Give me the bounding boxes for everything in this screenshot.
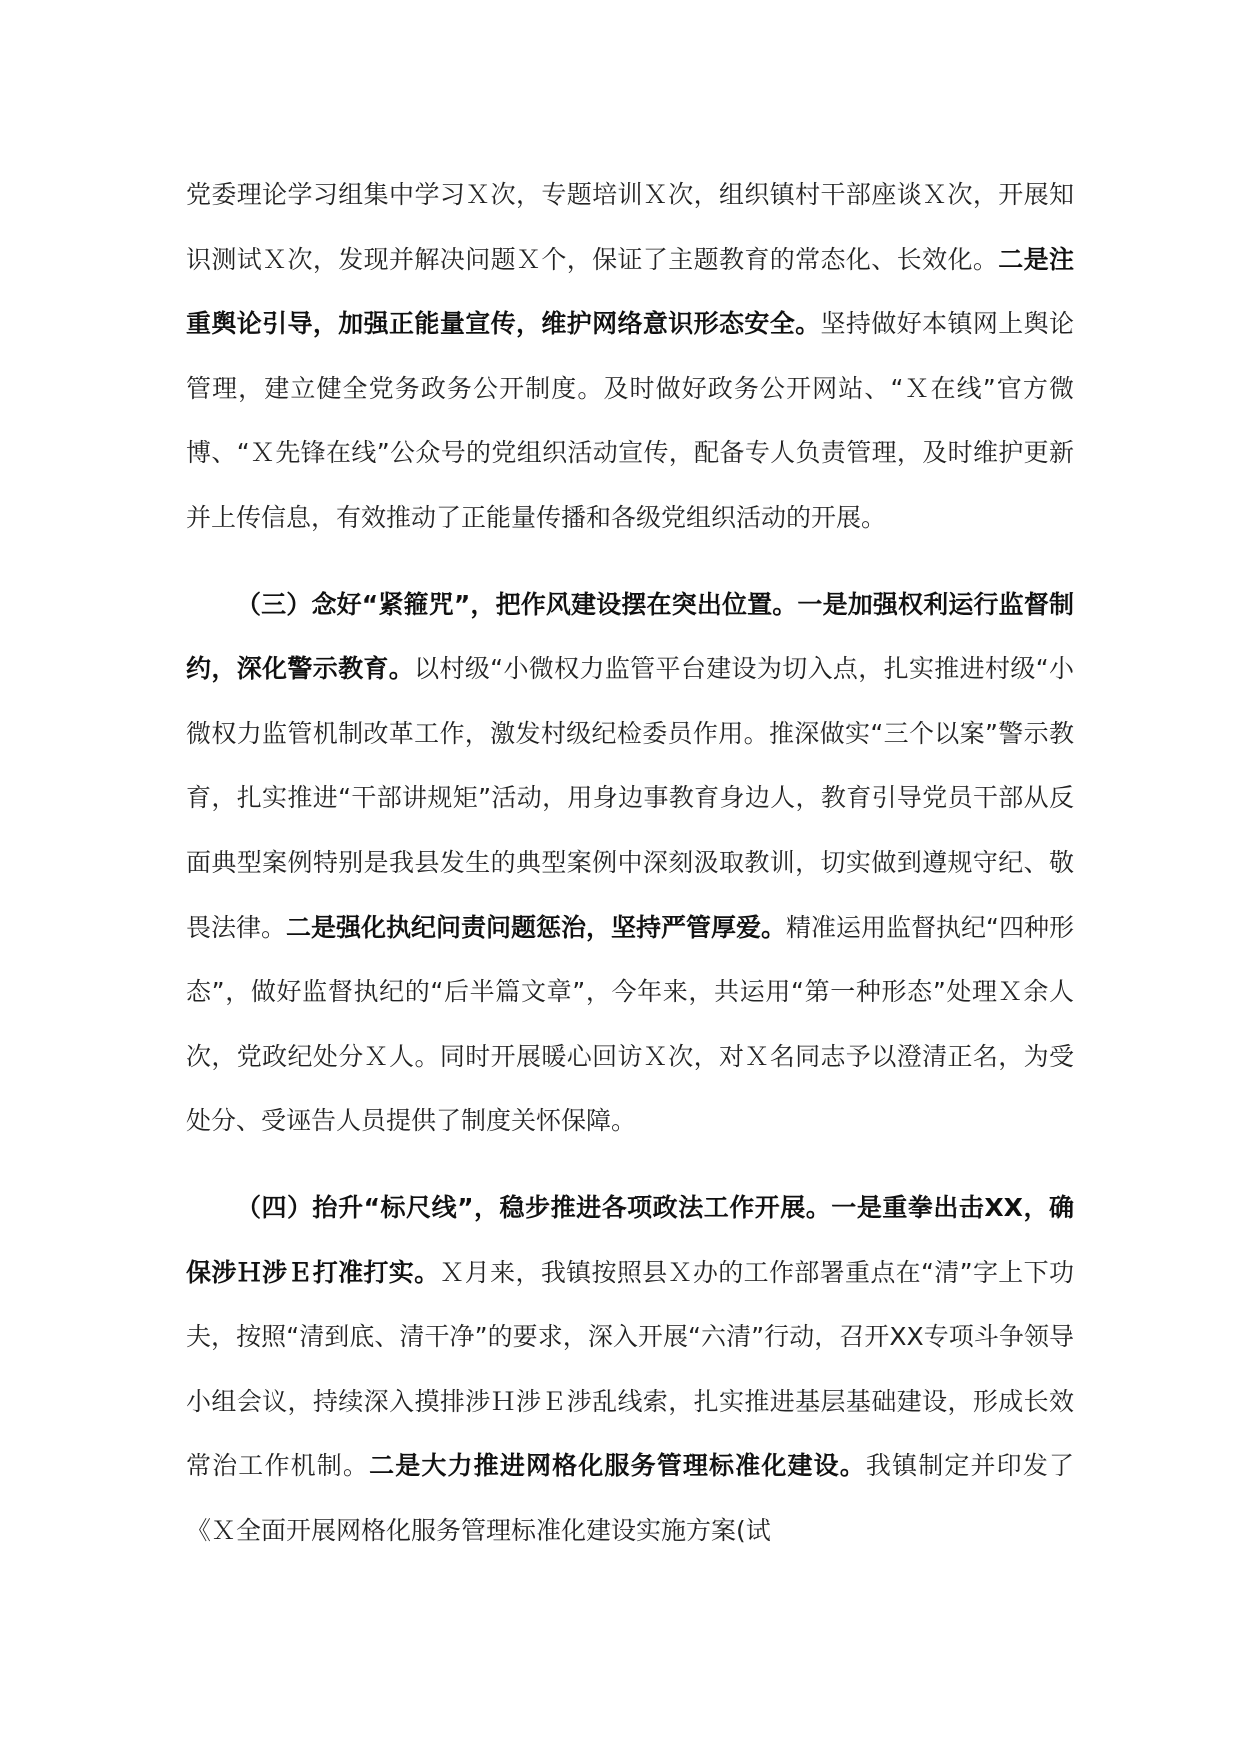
- subheading-public-opinion: 二是注重舆论引导，加强正能量宣传，维护网络意识形态安全。: [186, 244, 1074, 339]
- paragraph-text: 以村级“小微权力监管平台建设为切入点，扎实推进村级“小微权力监管机制改革工作，激发村级纪检委员作用。推深做实“三个以案”警示教育，扎实推进“干部讲规矩”活动，用身边事教育身边人，教育引导党员干部从反面典型案例特别是我县发生的典型案例中深刻汲取教训，切实做到遵规守纪、敬畏法律。: [186, 654, 1074, 942]
- paragraph-theme-education: [186, 163, 1074, 551]
- paragraph-section-4: [186, 1176, 1074, 1564]
- section-heading-4: （四）抬升“标尺线”，稳步推进各项政法工作开展。一是重拳出击XX，确保涉Ｈ涉Ｅ打准打实。: [186, 1192, 1074, 1287]
- document-body: [186, 163, 1074, 1563]
- paragraph-text: Ｘ月来，我镇按照县Ｘ办的工作部署重点在“清”字上下功夫，按照“清到底、清干净”的要求，深入开展“六清”行动，召开XX专项斗争领导小组会议，持续深入摸排涉Ｈ涉Ｅ涉乱线索，扎实推进基层基础建设，形成长效常治工作机制。: [186, 1257, 1074, 1481]
- section-heading-3: （三）念好“紧箍咒”，把作风建设摆在突出位置。一是加强权利运行监督制约，深化警示教育。: [186, 589, 1074, 684]
- paragraph-spacer: [186, 551, 1074, 573]
- paragraph-text: 我镇制定并印发了《Ｘ全面开展网格化服务管理标准化建设实施方案(试: [186, 1451, 1074, 1545]
- paragraph-section-3: [186, 573, 1074, 1154]
- paragraph-text: 精准运用监督执纪“四种形态”，做好监督执纪的“后半篇文章”，今年来，共运用“第一种形态”处理Ｘ余人次，党政纪处分Ｘ人。同时开展暖心回访Ｘ次，对Ｘ名同志予以澄清正名，为受处分、受诬告人员提供了制度关怀保障。: [186, 912, 1074, 1136]
- subheading-grid-management: 二是大力推进网格化服务管理标准化建设。: [369, 1451, 866, 1481]
- paragraph-text: 坚持做好本镇网上舆论管理，建立健全党务政务公开制度。及时做好政务公开网站、“Ｘ在线”官方微博、“Ｘ先锋在线”公众号的党组织活动宣传，配备专人负责管理，及时维护更新并上传信息，有效推动了正能量传播和各级党组织活动的开展。: [186, 309, 1074, 532]
- subheading-discipline: 二是强化执纪问责问题惩治，坚持严管厚爱。: [286, 912, 787, 942]
- paragraph-text: 党委理论学习组集中学习Ｘ次，专题培训Ｘ次，组织镇村干部座谈Ｘ次，开展知识测试Ｘ次，发现并解决问题Ｘ个，保证了主题教育的常态化、长效化。: [186, 180, 1074, 274]
- paragraph-spacer: [186, 1154, 1074, 1176]
